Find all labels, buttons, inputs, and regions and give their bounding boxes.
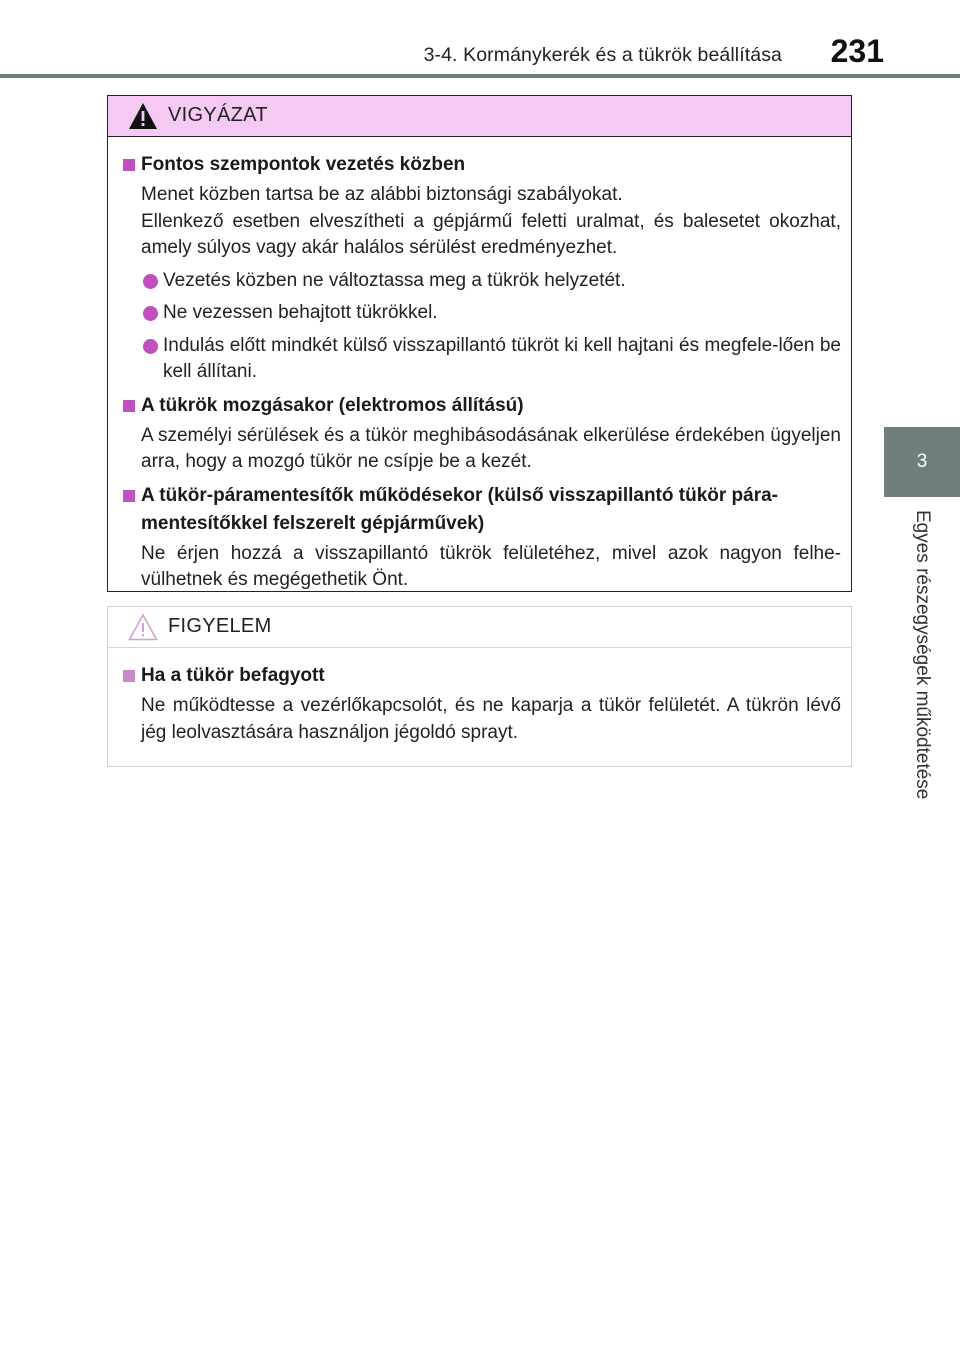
- warning-label: VIGYÁZAT: [168, 104, 268, 126]
- notice-box-header: [108, 607, 851, 648]
- notice-label: FIGYELEM: [168, 615, 272, 637]
- bullet-item: [118, 333, 841, 386]
- paragraph: Ellenkező esetben elveszítheti a gépjármű feletti uralmat, és balesetet okozhat, amely súlyos vagy akár halálos sérülést eredményezhet.: [141, 210, 841, 258]
- paragraph: A személyi sérülések és a tükör meghibásodásának elkerülése érdekében ügyeljen arra, hogy a mozgó tükör ne csípje be a kezét.: [141, 424, 841, 472]
- item-title-text: Ha a tükör befagyott: [141, 665, 325, 686]
- caution-triangle-outline-icon: [128, 613, 158, 646]
- item-title-text: Fontos szempontok vezetés közben: [141, 154, 466, 175]
- chapter-number: 3: [916, 451, 928, 472]
- notice-item: [118, 662, 841, 746]
- round-bullet-icon: [143, 274, 158, 289]
- item-title: [118, 151, 841, 179]
- header-rule: [0, 74, 960, 78]
- chapter-tab: [884, 427, 960, 497]
- warning-triangle-icon: [128, 102, 158, 135]
- bullet-item: [118, 268, 841, 295]
- square-bullet-icon: [123, 490, 135, 502]
- warning-item: [118, 151, 841, 386]
- paragraph: Menet közben tartsa be az alábbi biztonsági szabályokat.: [141, 184, 623, 205]
- chapter-title: Egyes részegységek működtetése: [912, 510, 933, 800]
- item-title: [118, 662, 841, 690]
- bullet-item: [118, 300, 841, 327]
- notice-box-body: [108, 648, 851, 746]
- warning-item: [118, 482, 841, 594]
- paragraph: Ne működtesse a vezérlőkapcsolót, és ne kaparja a tükör felületét. A tükrön lévő jég leolvasztására használjon jégoldó sprayt.: [141, 695, 841, 743]
- warning-box-body: [108, 137, 851, 594]
- bullet-text: Indulás előtt mindkét külső visszapillantó tükröt ki kell hajtani és megfele-lően be kell állítani.: [163, 334, 841, 382]
- warning-box: [107, 95, 852, 592]
- item-title-text: A tükör-páramentesítők működésekor (külső visszapillantó tükör pára-mentesítőkkel felszerelt gépjárművek): [141, 484, 779, 534]
- paragraph: Ne érjen hozzá a visszapillantó tükrök felületéhez, mivel azok nagyon felhe-vülhetnek és megégethetik Önt.: [141, 542, 841, 590]
- bullet-text: Ne vezessen behajtott tükrökkel.: [163, 302, 438, 323]
- square-bullet-icon: [123, 400, 135, 412]
- item-title-text: A tükrök mozgásakor (elektromos állítású): [141, 394, 524, 416]
- round-bullet-icon: [143, 339, 158, 354]
- notice-box: [107, 606, 852, 767]
- warning-box-header: [108, 96, 851, 137]
- item-title: [118, 392, 841, 420]
- square-bullet-icon: [123, 159, 135, 171]
- warning-item: [118, 392, 841, 476]
- page-number: 231: [830, 33, 884, 69]
- chapter-title-vertical: [884, 510, 960, 830]
- square-bullet-icon: [123, 670, 135, 682]
- round-bullet-icon: [143, 306, 158, 321]
- section-title: 3-4. Kormánykerék és a tükrök beállítása: [423, 44, 782, 66]
- item-title: [118, 482, 841, 538]
- bullet-text: Vezetés közben ne változtassa meg a tükrök helyzetét.: [163, 269, 626, 291]
